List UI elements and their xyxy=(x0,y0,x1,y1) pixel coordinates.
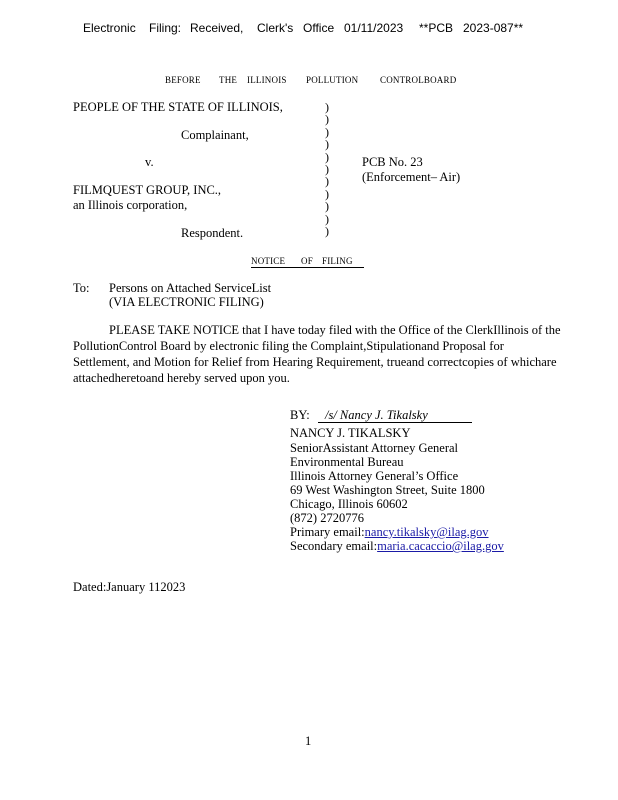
secondary-email-label: Secondary email: xyxy=(290,539,378,553)
dated-line: Dated:January 112023 xyxy=(73,580,186,594)
notice-heading-word: FILING xyxy=(322,256,353,266)
attorney-title: SeniorAssistant Attorney General xyxy=(290,441,459,455)
phone-number: (872) 2720776 xyxy=(290,511,364,525)
stamp-date: 01/11/2023 xyxy=(344,21,404,35)
primary-email-link[interactable]: nancy.tikalsky@ilag.gov xyxy=(364,525,489,539)
notice-heading-underline xyxy=(251,267,364,268)
board-heading-word: ILLINOIS xyxy=(247,75,287,85)
office-name: Illinois Attorney General’s Office xyxy=(290,469,459,483)
stamp-office: Office xyxy=(303,21,335,35)
to-line-2: (VIA ELECTRONIC FILING) xyxy=(109,295,264,309)
stamp-received: Received, xyxy=(190,21,244,35)
board-heading-word: THE xyxy=(219,75,238,85)
notice-heading-word: NOTICE xyxy=(251,256,286,266)
stamp-electronic: Electronic xyxy=(83,21,136,35)
stamp-clerks: Clerk's xyxy=(257,21,294,35)
primary-email-row xyxy=(290,525,489,540)
stamp-docket: 2023-087** xyxy=(463,21,524,35)
case-type: (Enforcement– Air) xyxy=(362,170,461,184)
notice-heading-word: OF xyxy=(301,256,313,266)
defendant-role: Respondent. xyxy=(181,226,244,240)
plaintiff-role: Complainant, xyxy=(181,128,249,142)
secondary-email-link[interactable]: maria.cacaccio@ilag.gov xyxy=(377,539,504,553)
electronic-signature: /s/ Nancy J. Tikalsky xyxy=(325,408,428,422)
stamp-pcb: **PCB xyxy=(419,21,454,35)
board-heading-word: BEFORE xyxy=(165,75,201,85)
to-line-1: Persons on Attached ServiceList xyxy=(109,281,272,295)
by-label: BY: xyxy=(290,408,310,422)
secondary-email-row xyxy=(290,539,504,554)
to-label: To: xyxy=(73,281,90,295)
defendant-description: an Illinois corporation, xyxy=(73,198,188,212)
board-heading-word: POLLUTION xyxy=(306,75,359,85)
street-address: 69 West Washington Street, Suite 1800 xyxy=(290,483,485,497)
attorney-name: NANCY J. TIKALSKY xyxy=(290,426,411,440)
board-heading-word: CONTROLBOARD xyxy=(380,75,457,85)
city-address: Chicago, Illinois 60602 xyxy=(290,497,408,511)
case-number: PCB No. 23 xyxy=(362,155,423,169)
stamp-filing: Filing: xyxy=(149,21,182,35)
notice-body: PLEASE TAKE NOTICE that I have today filed with the Office of the ClerkIllinois of the PollutionControl Board by electronic filing the Complaint,Stipulationand Proposal for Settlement, and Motion for Relief from Hearing Requirement, trueand correctcopies of whichare attachedheretoand hereby served upon you. xyxy=(73,323,561,385)
bureau: Environmental Bureau xyxy=(290,455,404,469)
versus: v. xyxy=(145,155,154,169)
defendant-name: FILMQUEST GROUP, INC., xyxy=(73,183,222,197)
signature-line xyxy=(318,422,472,423)
page-number: 1 xyxy=(305,734,312,748)
primary-email-label: Primary email: xyxy=(290,525,365,539)
caption-divider: ) ) ) ) ) ) ) ) ) ) ) xyxy=(325,100,329,239)
plaintiff-name: PEOPLE OF THE STATE OF ILLINOIS, xyxy=(73,100,283,114)
